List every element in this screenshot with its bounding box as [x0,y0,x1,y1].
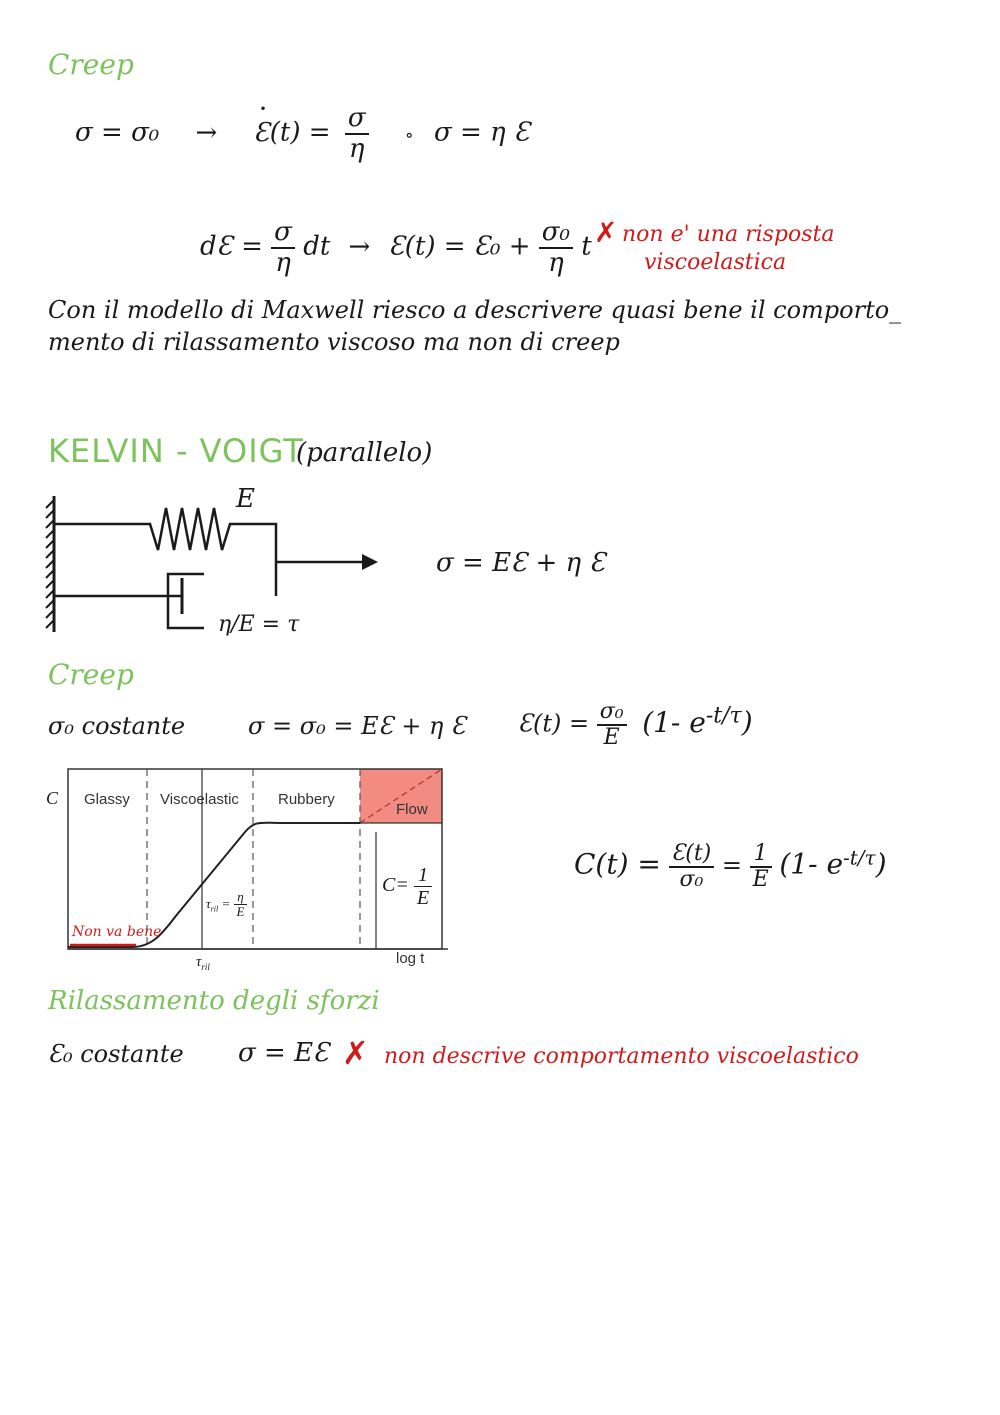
strain-exponent: -t/τ [705,703,742,729]
strain-rate-symbol: • Ɛ [254,118,270,148]
tau-eq-subscript: ril [210,904,219,914]
compliance-lhs: C(t) = [574,847,661,881]
compliance-fraction [669,842,715,892]
chart-xlabel: log t [396,950,425,967]
fraction-numerator: Ɛ(t) [669,842,715,868]
strain-lhs: Ɛ(t) = [518,709,590,738]
kelvin-voigt-subtitle: (parallelo) [296,438,433,468]
tau-subscript: ril [201,962,210,972]
region-label-viscoelastic: Viscoelastic [160,791,239,808]
dashpot-icon [168,574,204,628]
stress0-over-viscosity [539,218,573,277]
relaxation-note: non descrive comportamento viscoelastico [384,1044,859,1069]
fraction-denominator: η [548,247,564,278]
fraction-denominator: E [236,904,245,920]
strain-differential: dƐ = [200,231,263,262]
strain-rate-fraction [345,104,369,163]
maxwell-note-line2: viscoelastica [644,250,787,275]
compliance-close-paren: ) [875,847,887,881]
strain-close-paren: ) [741,705,753,739]
tau-tick-label [196,954,210,972]
separator-icon: ∘ [404,124,414,146]
fraction-denominator: η [275,247,291,278]
dt-term: dt [303,231,331,262]
strain-function: Ɛ(t) = Ɛ₀ + [388,231,531,262]
time-term: t [581,231,592,262]
region-label-flow: Flow [396,801,428,818]
strain-constant-label: Ɛ₀ costante [48,1040,184,1068]
tau-symbol: τ [196,954,202,970]
dashpot-label: η/E = τ [218,612,300,637]
creep-equation-line1 [75,104,530,163]
fraction-denominator: E [752,867,769,893]
creep-equation-line2 [200,218,592,277]
arrow-icon: → [348,231,371,262]
strain-rate-paren: (t) = [269,117,331,148]
relaxation-heading: Rilassamento degli sforzi [48,986,380,1016]
tau-equation [206,890,247,920]
stress-over-viscosity [271,218,295,277]
bad-fit-annotation: Non va bene [72,924,162,940]
kelvin-voigt-title: KELVIN - VOIGT [48,432,304,470]
fraction-numerator: η [234,890,248,905]
fraction-numerator: σ₀ [597,700,627,726]
strain-exponential: (1- e [642,705,706,739]
spring-icon [54,508,276,596]
compliance-fraction-2 [750,842,772,892]
c-eq-lhs: C= [382,874,409,897]
c-eq-fraction [414,864,432,909]
maxwell-paragraph-line1: Con il modello di Maxwell riesco a descrivere quasi bene il comporto_ [48,296,902,324]
region-label-rubbery: Rubbery [278,791,335,808]
compliance-eq-sign: = [721,851,742,880]
stress-constant-label: σ₀ costante [48,712,186,740]
arrow-right-icon [362,554,378,570]
maxwell-note-line1: non e' una risposta [622,222,835,247]
maxwell-paragraph-line2: mento di rilassamento viscoso ma non di creep [48,328,620,356]
strain-fraction [597,700,627,750]
tau-eq-symbol: τ [206,895,211,911]
compliance-exponential: (1- e [779,847,844,881]
relaxation-equation: σ = EƐ [238,1038,330,1068]
chart-ylabel: C [46,788,59,808]
fraction-denominator: η [348,133,365,164]
fraction-numerator: σ [345,104,369,135]
stress-constant: σ = σ₀ [75,117,160,148]
fraction-numerator: 1 [414,864,432,887]
creep-heading-2: Creep [48,658,134,691]
creep-heading: Creep [48,48,134,81]
tau-eq-fraction [234,890,248,920]
kelvin-voigt-equation: σ = EƐ + η Ɛ [436,548,606,578]
fraction-denominator: E [416,887,430,909]
fraction-denominator: σ₀ [679,867,704,893]
fraction-numerator: 1 [750,842,772,868]
fraction-denominator: E [603,725,620,751]
region-label-glassy: Glassy [84,791,130,808]
cross-icon: ✗ [594,216,618,249]
tau-eq-sign: = [221,895,231,911]
compliance-equation [574,842,887,892]
spring-label: E [236,484,255,514]
viscous-law: σ = η Ɛ [433,117,531,148]
arrow-icon: → [195,117,218,148]
creep-strain-solution [518,700,753,750]
cross-icon-2: ✗ [342,1034,369,1072]
fraction-numerator: σ [271,218,295,249]
compliance-plateau-equation [382,864,432,909]
compliance-exponent: -t/τ [843,845,876,870]
creep-kv-equation: σ = σ₀ = EƐ + η Ɛ [248,712,466,740]
fraction-numerator: σ₀ [539,218,573,249]
